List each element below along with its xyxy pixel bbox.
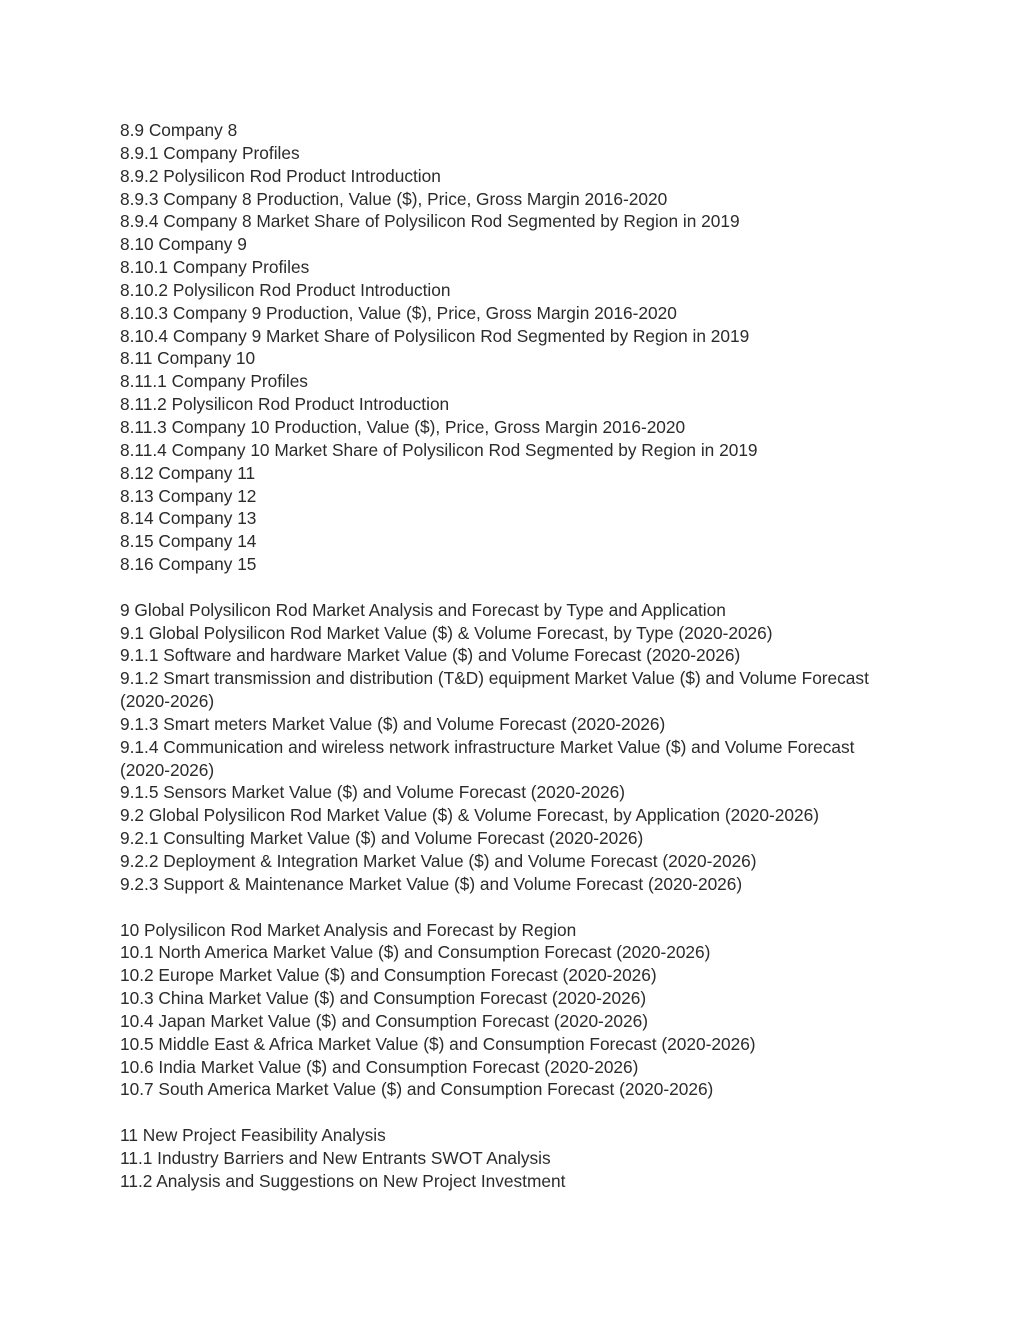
toc-entry: 9.1.3 Smart meters Market Value ($) and Volume Forecast (2020-2026) xyxy=(120,713,666,734)
toc-entry: 9.2 Global Polysilicon Rod Market Value ($) & Volume Forecast, by Application (2020-2026) xyxy=(120,805,819,826)
toc-entry: 9.2.3 Support & Maintenance Market Value ($) and Volume Forecast (2020-2026) xyxy=(120,873,743,894)
toc-entry: 9.1.2 Smart transmission and distribution (T&D) equipment Market Value ($) and Volume Forecast (2020-2026) xyxy=(120,668,874,712)
toc-entry: 8.10 Company 9 xyxy=(120,234,247,255)
toc-section-new-project-feasibility xyxy=(120,1124,900,1193)
toc-entry: 8.14 Company 13 xyxy=(120,508,257,529)
toc-entry: 8.11 Company 10 xyxy=(120,348,256,369)
toc-entry: 10.6 India Market Value ($) and Consumption Forecast (2020-2026) xyxy=(120,1056,639,1077)
toc-entry: 8.11.4 Company 10 Market Share of Polysilicon Rod Segmented by Region in 2019 xyxy=(120,439,758,460)
toc-entry: 8.9.2 Polysilicon Rod Product Introduction xyxy=(120,165,441,186)
toc-entry: 9.1.1 Software and hardware Market Value ($) and Volume Forecast (2020-2026) xyxy=(120,645,741,666)
toc-heading: 11 New Project Feasibility Analysis xyxy=(120,1125,386,1146)
toc-entry: 8.15 Company 14 xyxy=(120,531,257,552)
toc-entry: 8.11.3 Company 10 Production, Value ($), Price, Gross Margin 2016-2020 xyxy=(120,416,686,437)
toc-entry: 8.9.3 Company 8 Production, Value ($), Price, Gross Margin 2016-2020 xyxy=(120,188,668,209)
toc-heading: 10 Polysilicon Rod Market Analysis and Forecast by Region xyxy=(120,919,577,940)
toc-entry: 9.1.5 Sensors Market Value ($) and Volume Forecast (2020-2026) xyxy=(120,782,625,803)
toc-entry: 8.12 Company 11 xyxy=(120,462,256,483)
toc-entry: 8.10.1 Company Profiles xyxy=(120,257,310,278)
toc-section-type-application-forecast xyxy=(120,599,900,896)
toc-entry: 9.1 Global Polysilicon Rod Market Value ($) & Volume Forecast, by Type (2020-2026) xyxy=(120,622,773,643)
toc-entry: 10.5 Middle East & Africa Market Value ($) and Consumption Forecast (2020-2026) xyxy=(120,1033,756,1054)
toc-entry: 9.2.2 Deployment & Integration Market Value ($) and Volume Forecast (2020-2026) xyxy=(120,851,757,871)
toc-section-region-forecast xyxy=(120,919,900,1102)
toc-entry: 9.2.1 Consulting Market Value ($) and Volume Forecast (2020-2026) xyxy=(120,828,644,849)
toc-entry: 8.11.1 Company Profiles xyxy=(120,371,308,392)
document-page xyxy=(120,119,900,1193)
toc-entry: 11.2 Analysis and Suggestions on New Project Investment xyxy=(120,1170,566,1191)
toc-section-company-profiles xyxy=(120,119,900,576)
toc-entry: 8.13 Company 12 xyxy=(120,485,257,506)
toc-heading: 9 Global Polysilicon Rod Market Analysis and Forecast by Type and Application xyxy=(120,599,726,620)
toc-entry: 8.10.4 Company 9 Market Share of Polysilicon Rod Segmented by Region in 2019 xyxy=(120,325,750,346)
toc-entry: 8.11.2 Polysilicon Rod Product Introduction xyxy=(120,394,450,415)
toc-entry: 11.1 Industry Barriers and New Entrants SWOT Analysis xyxy=(120,1147,551,1168)
toc-entry: 10.3 China Market Value ($) and Consumption Forecast (2020-2026) xyxy=(120,988,647,1009)
toc-entry: 9.1.4 Communication and wireless network infrastructure Market Value ($) and Volume Forecast (2020-2026) xyxy=(120,736,860,780)
toc-entry: 10.4 Japan Market Value ($) and Consumption Forecast (2020-2026) xyxy=(120,1010,649,1031)
toc-entry: 8.10.3 Company 9 Production, Value ($), Price, Gross Margin 2016-2020 xyxy=(120,302,677,323)
toc-entry: 10.2 Europe Market Value ($) and Consumption Forecast (2020-2026) xyxy=(120,965,657,986)
toc-entry: 8.10.2 Polysilicon Rod Product Introduction xyxy=(120,279,451,300)
toc-entry: 10.1 North America Market Value ($) and Consumption Forecast (2020-2026) xyxy=(120,942,711,963)
toc-entry: 8.16 Company 15 xyxy=(120,554,257,575)
toc-entry: 8.9.1 Company Profiles xyxy=(120,142,300,163)
toc-entry: 8.9 Company 8 xyxy=(120,120,238,140)
toc-entry: 10.7 South America Market Value ($) and Consumption Forecast (2020-2026) xyxy=(120,1079,714,1100)
toc-entry: 8.9.4 Company 8 Market Share of Polysilicon Rod Segmented by Region in 2019 xyxy=(120,211,740,232)
